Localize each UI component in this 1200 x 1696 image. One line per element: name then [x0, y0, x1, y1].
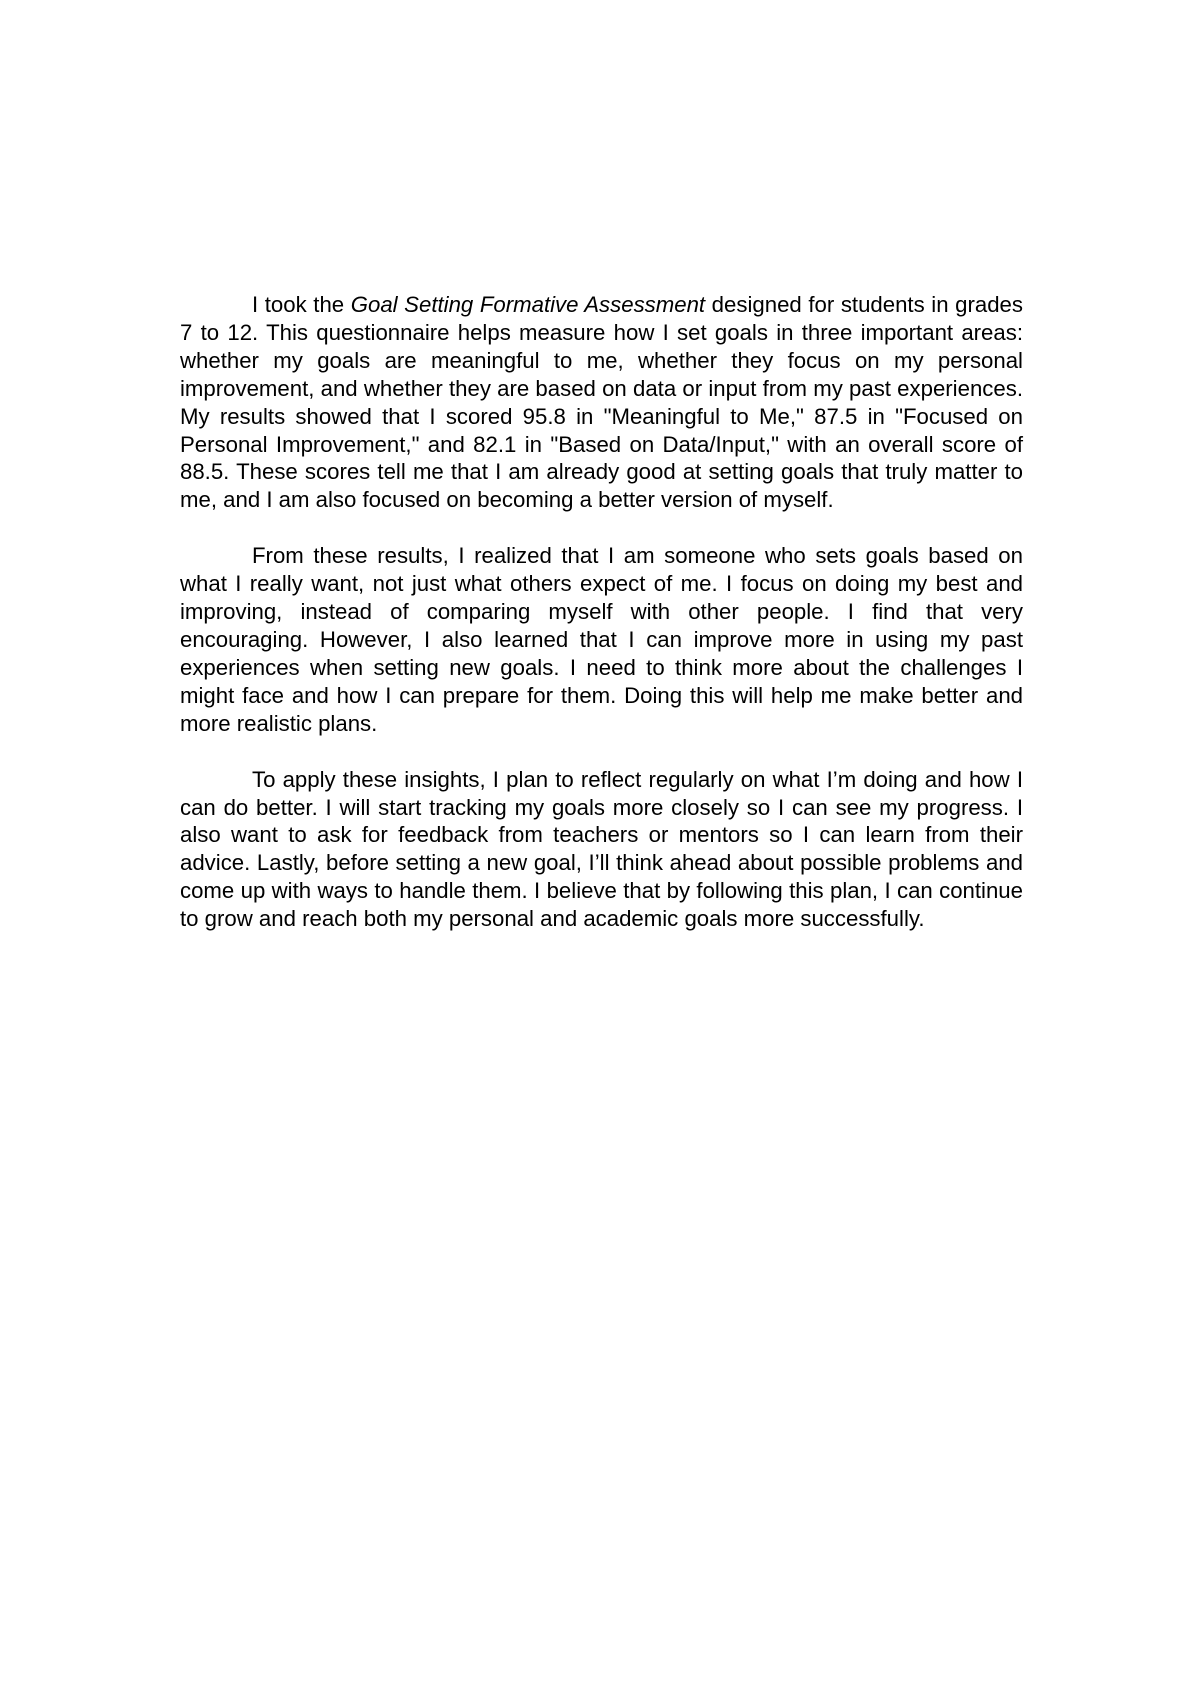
paragraph-text: From these results, I realized that I am someone who sets goals based on what I really want, not just what others expect of me. I focus on doing my best and improving, instead of comparing myself with other people. I find that very encouraging. However, I also learned that I can improve more in using my past experiences when setting new goals. I need to think more about the challenges I might face and how I can prepare for them. Doing this will help me make better and more realistic plans.: [180, 543, 1023, 736]
paragraph-action-plan: [180, 766, 1023, 933]
paragraph-text: To apply these insights, I plan to reflect regularly on what I’m doing and how I can do better. I will start tracking my goals more closely so I can see my progress. I also want to ask for feedback from teachers or mentors so I can learn from their advice. Lastly, before setting a new goal, I’ll think ahead about possible problems and come up with ways to handle them. I believe that by following this plan, I can continue to grow and reach both my personal and academic goals more successfully.: [180, 766, 1023, 932]
assessment-title: Goal Setting Formative Assessment: [350, 292, 706, 317]
paragraph-text: I took the: [252, 292, 351, 317]
document-body: [180, 291, 1023, 933]
paragraph-realizations: [180, 542, 1023, 737]
paragraph-text: designed for students in grades 7 to 12. This questionnaire helps measure how I set goals in three important areas: whether my goals are meaningful to me, whether they focus on my personal improvement, and whether they are based on data or input from my past experiences. My results showed that I scored 95.8 in "Meaningful to Me," 87.5 in "Focused on Personal Improvement," and 82.1 in "Based on Data/Input," with an overall score of 88.5. These scores tell me that I am already good at setting goals that truly matter to me, and I am also focused on becoming a better version of myself.: [180, 292, 1023, 513]
paragraph-assessment-results: [180, 291, 1023, 514]
